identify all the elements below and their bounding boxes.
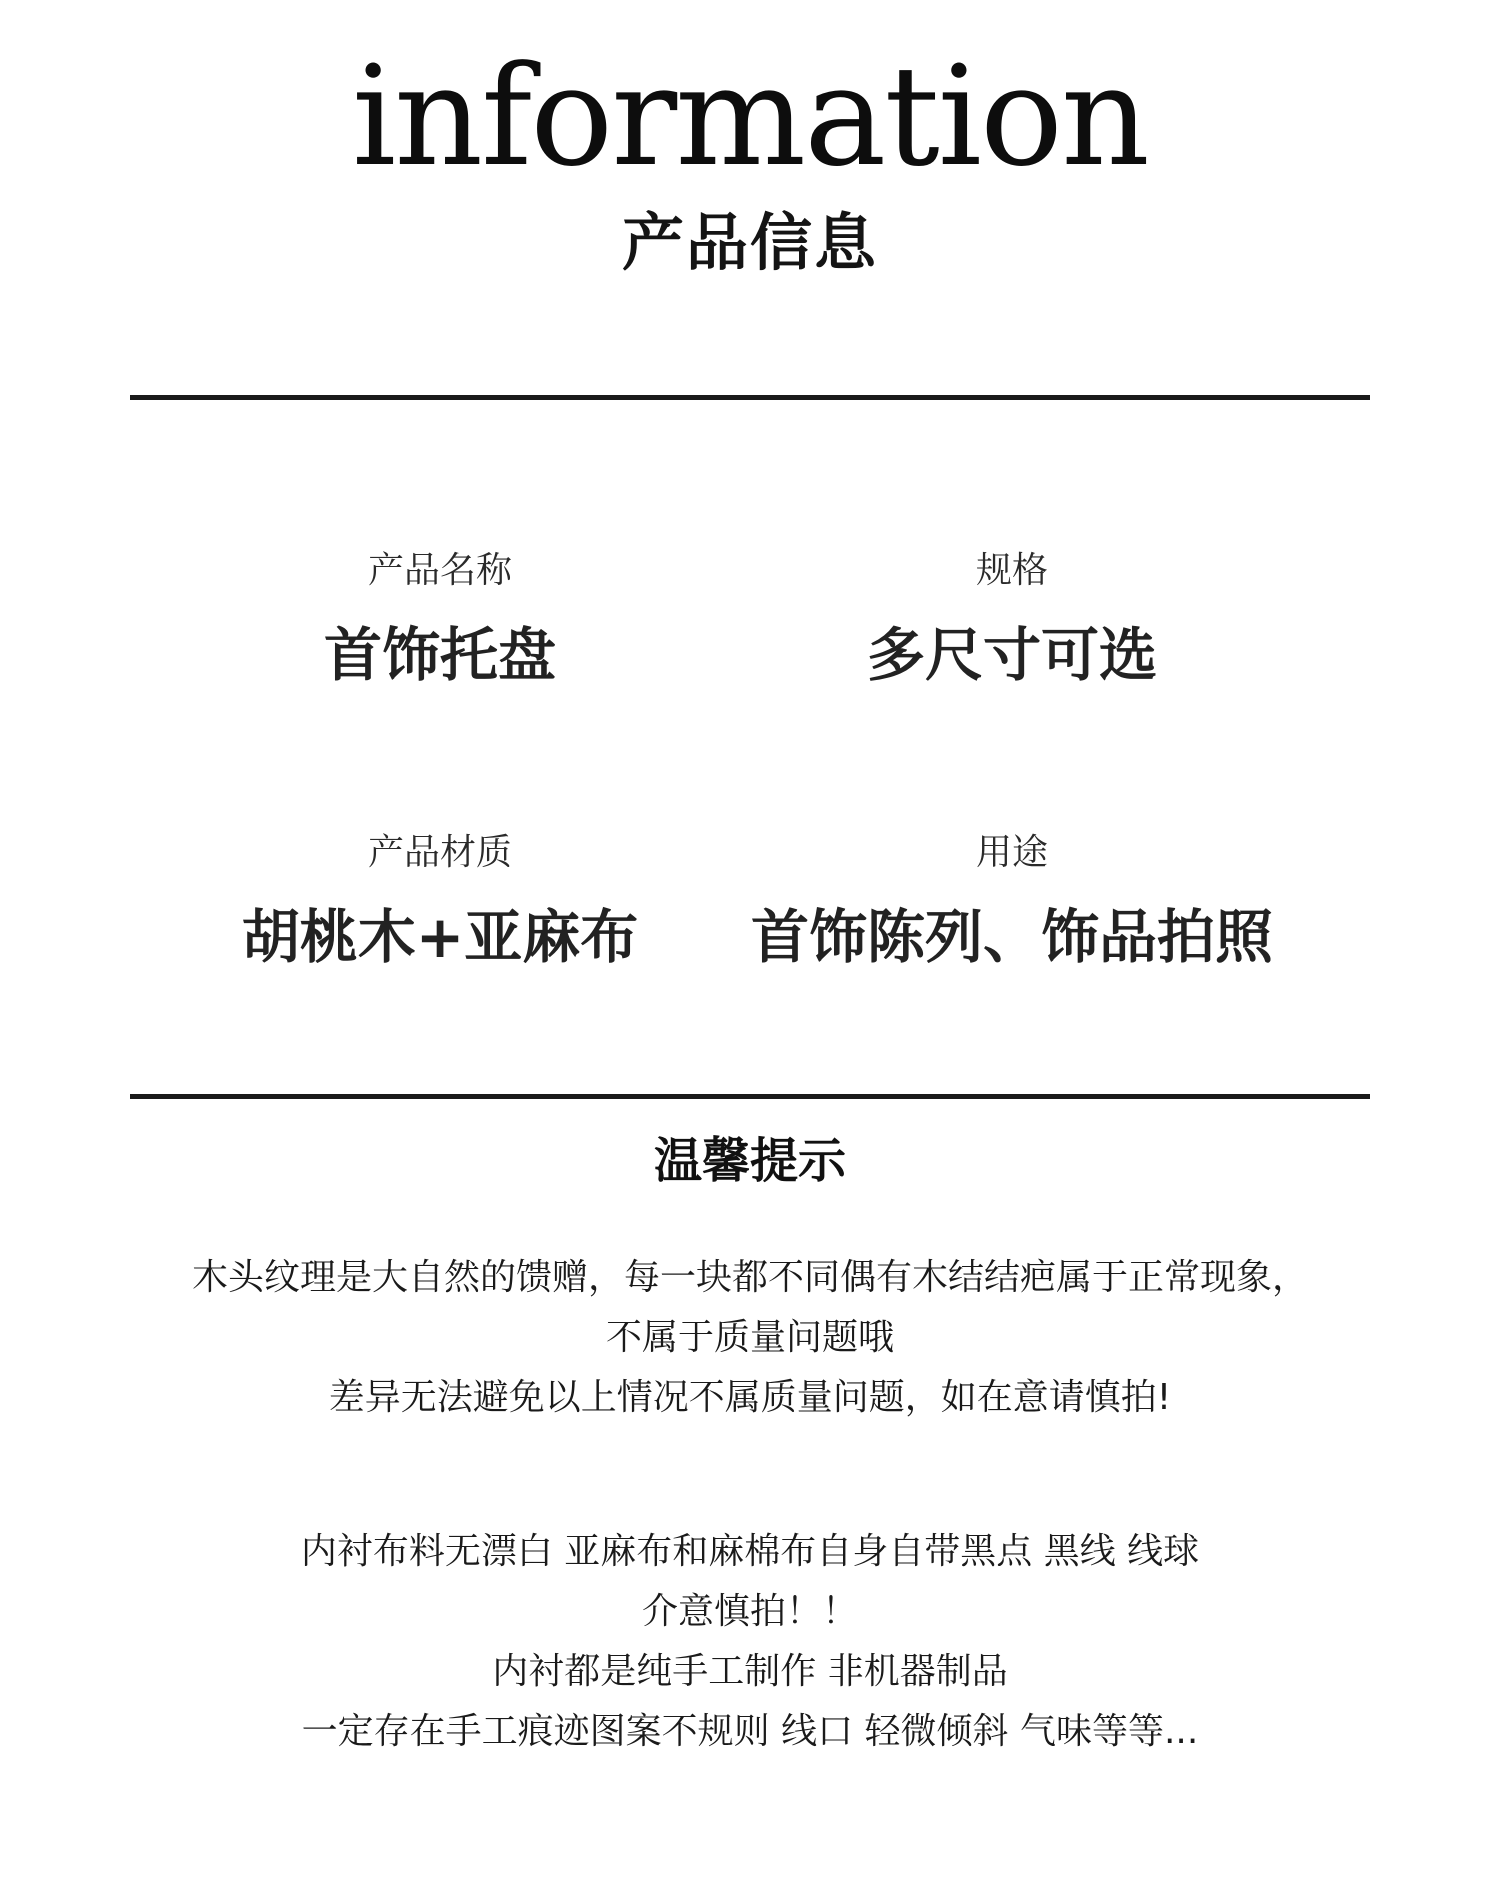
info-label: 产品名称	[367, 550, 512, 591]
tips-line: 差异无法避免以上情况不属质量问题，如在意请慎拍!	[328, 1377, 1172, 1418]
top-divider	[130, 395, 1370, 400]
tips-line: 内衬布料无漂白 亚麻布和麻棉布自身自带黑点 黑线 线球	[300, 1531, 1200, 1572]
info-value: 胡桃木+亚麻布	[241, 903, 639, 971]
bottom-divider	[130, 1094, 1370, 1099]
info-value: 首饰陈列、饰品拍照	[750, 903, 1273, 971]
tips-line: 木头纹理是大自然的馈赠，每一块都不同偶有木结结疤属于正常现象，	[191, 1257, 1308, 1298]
info-label: 用途	[975, 832, 1048, 873]
info-value: 多尺寸可选	[866, 621, 1157, 689]
tips-paragraph-wood	[60, 1248, 1440, 1428]
page-title-english: information	[352, 36, 1148, 197]
tips-title: 温馨提示	[653, 1133, 846, 1189]
tips-line: 内衬都是纯手工制作 非机器制品	[492, 1651, 1008, 1692]
info-usage	[692, 830, 1332, 972]
page-title-chinese: 产品信息	[621, 206, 878, 279]
info-specification	[692, 548, 1332, 690]
tips-line: 介意慎拍！！	[641, 1591, 858, 1632]
info-value: 首饰托盘	[323, 621, 556, 689]
tips-line: 一定存在手工痕迹图案不规则 线口 轻微倾斜 气味等等...	[301, 1711, 1199, 1752]
tips-line: 不属于质量问题哦	[605, 1317, 894, 1358]
info-label: 规格	[975, 550, 1048, 591]
info-product-name	[120, 548, 760, 690]
tips-paragraph-lining	[60, 1522, 1440, 1762]
info-label: 产品材质	[367, 832, 512, 873]
info-material	[120, 830, 760, 972]
